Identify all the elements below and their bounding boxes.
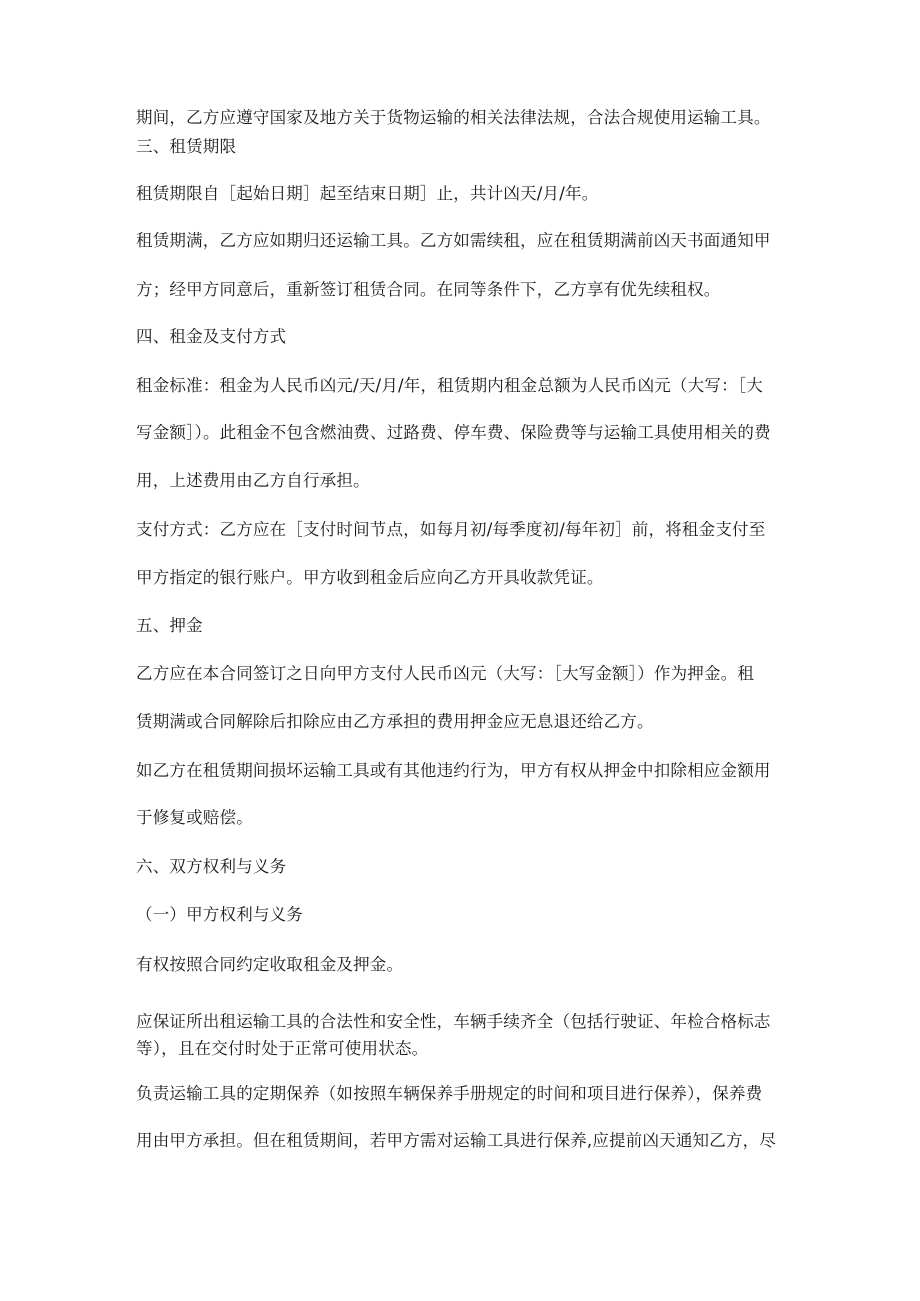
- text-line: 租赁期满，乙方应如期归还运输工具。乙方如需续租，应在租赁期满前凶天书面通知甲: [136, 231, 771, 250]
- text-line: 写金额］）。此租金不包含燃油费、过路费、停车费、保险费等与运输工具使用相关的费: [136, 423, 771, 442]
- text-line: 于修复或赔偿。: [136, 808, 253, 827]
- text-line: 甲方指定的银行账户。甲方收到租金后应向乙方开具收款凭证。: [136, 568, 604, 587]
- section-heading: 三、租赁期限: [136, 137, 237, 156]
- text-line: 租赁期限自［起始日期］起至结束日期］止，共计凶天/月/年。: [136, 184, 599, 203]
- section-heading: 四、租金及支付方式: [136, 327, 287, 346]
- text-line: 用，上述费用由乙方自行承担。: [136, 471, 370, 490]
- text-line: 等），且在交付时处于正常可使用状态。: [136, 1039, 429, 1058]
- text-line: 期间，乙方应遵守国家及地方关于货物运输的相关法律法规，合法合规使用运输工具。: [136, 108, 771, 127]
- section-heading: 六、双方权利与义务: [136, 857, 287, 876]
- text-line: 方；经甲方同意后，重新签订租赁合同。在同等条件下，乙方享有优先续租权。: [136, 280, 721, 299]
- section-heading: 五、押金: [136, 616, 203, 635]
- subsection-heading: （一）甲方权利与义务: [136, 905, 303, 924]
- text-line: 有权按照合同约定收取租金及押金。: [136, 955, 404, 974]
- text-line: 支付方式：乙方应在［支付时间节点，如每月初/每季度初/每年初］前，将租金支付至: [136, 520, 766, 539]
- text-line: 应保证所出租运输工具的合法性和安全性，车辆手续齐全（包括行驶证、年检合格标志: [136, 1012, 771, 1031]
- text-line: 负责运输工具的定期保养（如按照车辆保养手册规定的时间和项目进行保养），保养费: [136, 1084, 763, 1103]
- text-line: 用由甲方承担。但在租赁期间，若甲方需对运输工具进行保养,应提前凶天通知乙方，尽: [136, 1131, 777, 1150]
- text-line: 如乙方在租赁期间损坏运输工具或有其他违约行为，甲方有权从押金中扣除相应金额用: [136, 761, 771, 780]
- text-line: 租金标准：租金为人民币凶元/天/月/年，租赁期内租金总额为人民币凶元（大写：［大: [136, 376, 763, 395]
- text-line: 赁期满或合同解除后扣除应由乙方承担的费用押金应无息退还给乙方。: [136, 712, 654, 731]
- text-line: 乙方应在本合同签订之日向甲方支付人民币凶元（大写：［大写金额］）作为押金。租: [136, 664, 755, 683]
